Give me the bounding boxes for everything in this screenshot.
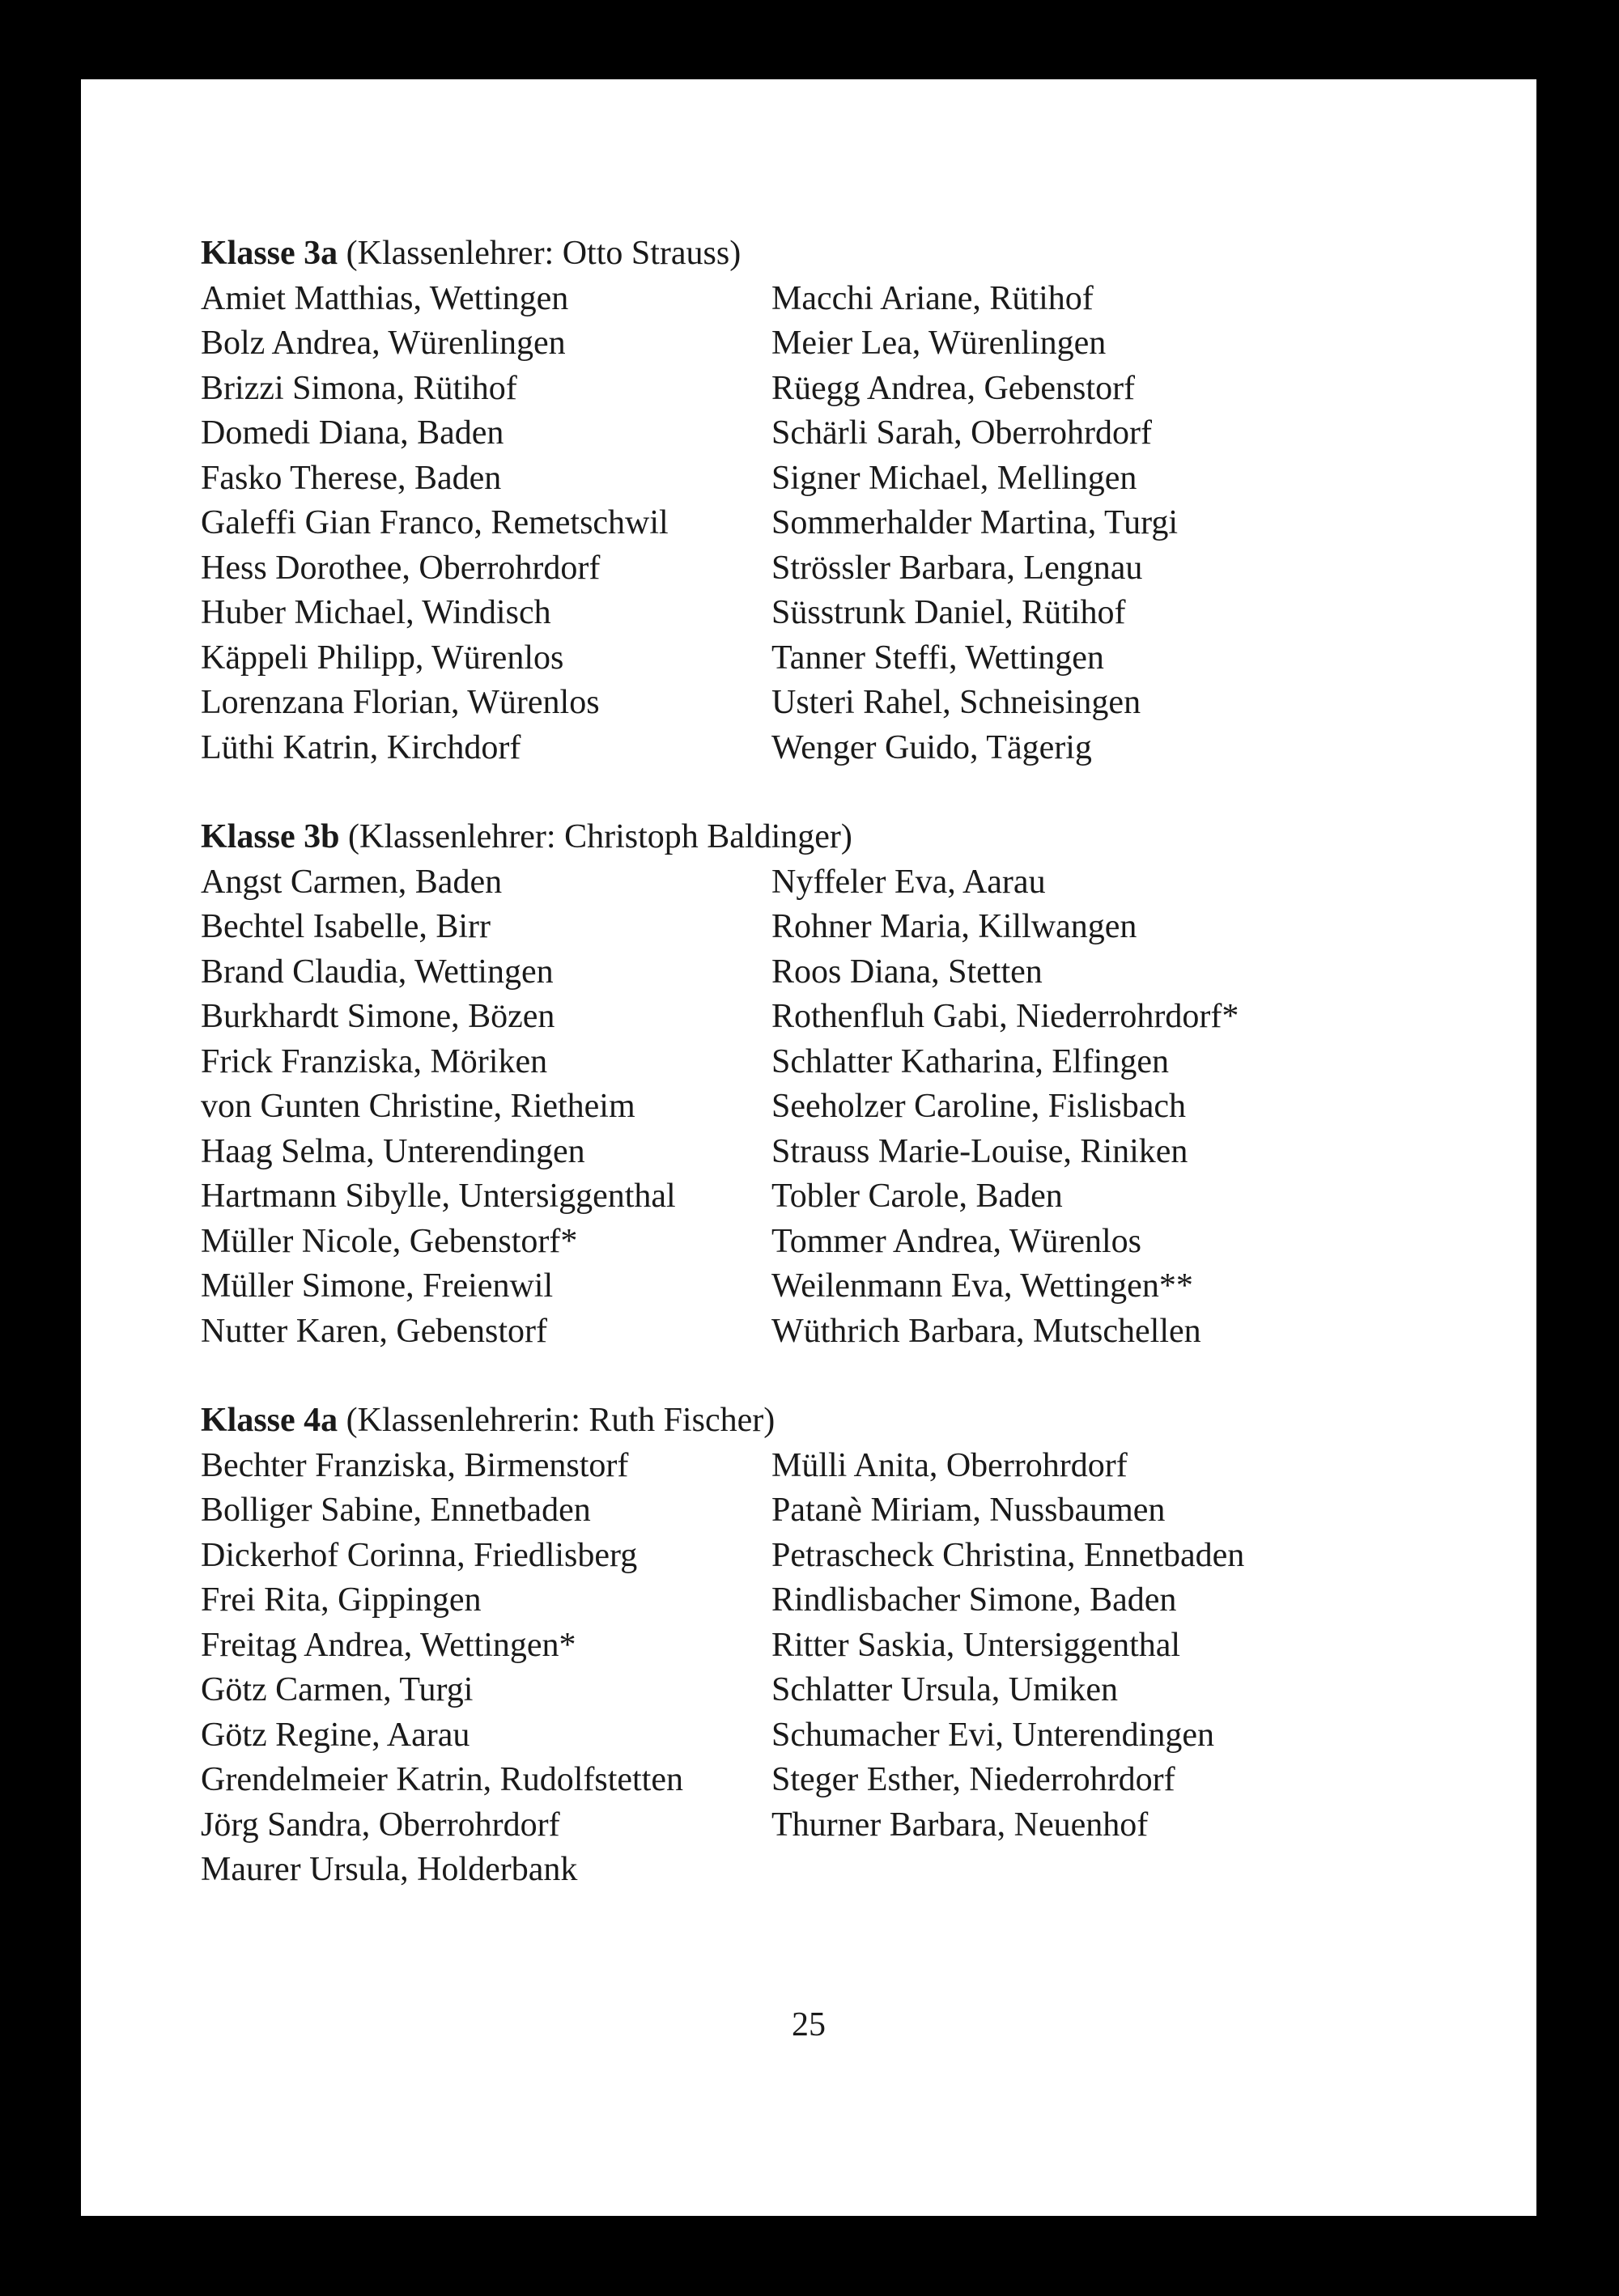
student-entry: Tanner Steffi, Wettingen (771, 639, 1104, 677)
student-entry: Hartmann Sibylle, Untersiggenthal (201, 1178, 676, 1215)
student-entry: Dickerhof Corinna, Friedlisberg (201, 1536, 638, 1574)
class-name: Klasse 3a (201, 235, 338, 272)
student-columns (201, 277, 1415, 771)
student-entry: Wenger Guido, Tägerig (771, 728, 1092, 766)
student-entry: Nyffeler Eva, Aarau (771, 863, 1046, 901)
class-lists (201, 231, 1415, 1937)
student-entry: Götz Carmen, Turgi (201, 1671, 474, 1708)
right-column (771, 1444, 1387, 1848)
student-columns (201, 860, 1415, 1355)
page-number: 25 (792, 2006, 826, 2043)
section-heading (201, 231, 1415, 277)
student-entry: Grendelmeier Katrin, Rudolfstetten (201, 1761, 683, 1798)
student-entry: Rohner Maria, Killwangen (771, 908, 1137, 945)
student-entry: Brizzi Simona, Rütihof (201, 369, 517, 407)
student-entry: Amiet Matthias, Wettingen (201, 279, 569, 317)
section-klasse-3a (201, 231, 1415, 770)
student-entry: Sommerhalder Martina, Turgi (771, 504, 1179, 541)
student-entry: Maurer Ursula, Holderbank (201, 1851, 578, 1888)
student-entry: Müller Simone, Freienwil (201, 1267, 554, 1305)
student-entry: Rüegg Andrea, Gebenstorf (771, 369, 1136, 407)
student-entry: Bolz Andrea, Würenlingen (201, 325, 566, 362)
student-entry: Steger Esther, Niederrohrdorf (771, 1761, 1175, 1798)
student-entry: Haag Selma, Unterendingen (201, 1132, 585, 1170)
student-entry: Schlatter Ursula, Umiken (771, 1671, 1119, 1708)
left-column (201, 1444, 767, 1893)
student-entry: Roos Diana, Stetten (771, 953, 1043, 991)
student-entry: Nutter Karen, Gebenstorf (201, 1312, 547, 1350)
student-entry: Petrascheck Christina, Ennetbaden (771, 1536, 1245, 1574)
student-entry: Burkhardt Simone, Bözen (201, 998, 555, 1035)
student-entry: Huber Michael, Windisch (201, 594, 551, 631)
student-entry: Götz Regine, Aarau (201, 1716, 470, 1754)
student-entry: Tommer Andrea, Würenlos (771, 1222, 1141, 1260)
student-entry: Angst Carmen, Baden (201, 863, 503, 901)
student-entry: Macchi Ariane, Rütihof (771, 279, 1094, 317)
teacher-note: (Klassenlehrer: Christoph Baldinger) (348, 818, 852, 855)
class-name: Klasse 3b (201, 818, 340, 855)
student-entry: Meier Lea, Würenlingen (771, 325, 1107, 362)
student-entry: Lorenzana Florian, Würenlos (201, 684, 600, 721)
student-entry: Weilenmann Eva, Wettingen** (771, 1267, 1193, 1305)
student-entry: Domedi Diana, Baden (201, 414, 504, 452)
student-entry: Patanè Miriam, Nussbaumen (771, 1492, 1166, 1529)
student-entry: Tobler Carole, Baden (771, 1178, 1063, 1215)
document-page (81, 79, 1536, 2216)
student-entry: Bolliger Sabine, Ennetbaden (201, 1492, 591, 1529)
left-column (201, 277, 767, 771)
student-entry: Hess Dorothee, Oberrohrdorf (201, 549, 601, 587)
student-entry: Wüthrich Barbara, Mutschellen (771, 1312, 1201, 1350)
section-heading (201, 815, 1415, 860)
student-entry: Lüthi Katrin, Kirchdorf (201, 728, 521, 766)
student-entry: Brand Claudia, Wettingen (201, 953, 554, 991)
student-entry: Bechtel Isabelle, Birr (201, 908, 491, 945)
teacher-note: (Klassenlehrerin: Ruth Fischer) (346, 1402, 776, 1439)
student-entry: Ritter Saskia, Untersiggenthal (771, 1626, 1181, 1664)
right-column (771, 277, 1387, 771)
student-entry: Frei Rita, Gippingen (201, 1581, 482, 1619)
student-entry: Jörg Sandra, Oberrohrdorf (201, 1806, 560, 1844)
student-entry: Usteri Rahel, Schneisingen (771, 684, 1141, 721)
left-column (201, 860, 767, 1355)
student-entry: Müller Nicole, Gebenstorf* (201, 1222, 578, 1260)
student-entry: Freitag Andrea, Wettingen* (201, 1626, 576, 1664)
student-entry: Käppeli Philipp, Würenlos (201, 639, 564, 677)
class-name: Klasse 4a (201, 1402, 338, 1439)
student-columns (201, 1444, 1415, 1893)
right-column (771, 860, 1387, 1355)
teacher-note: (Klassenlehrer: Otto Strauss) (346, 235, 742, 272)
student-entry: Rindlisbacher Simone, Baden (771, 1581, 1177, 1619)
student-entry: Rothenfluh Gabi, Niederrohrdorf* (771, 998, 1239, 1035)
student-entry: Schlatter Katharina, Elfingen (771, 1042, 1169, 1080)
student-entry: Bechter Franziska, Birmenstorf (201, 1446, 629, 1484)
student-entry: Schärli Sarah, Oberrohrdorf (771, 414, 1152, 452)
student-entry: Strössler Barbara, Lengnau (771, 549, 1143, 587)
section-klasse-4a (201, 1398, 1415, 1893)
student-entry: Signer Michael, Mellingen (771, 459, 1137, 497)
student-entry: Frick Franziska, Möriken (201, 1042, 548, 1080)
student-entry: Galeffi Gian Franco, Remetschwil (201, 504, 669, 541)
student-entry: Seeholzer Caroline, Fislisbach (771, 1088, 1187, 1125)
student-entry: Mülli Anita, Oberrohrdorf (771, 1446, 1128, 1484)
student-entry: Thurner Barbara, Neuenhof (771, 1806, 1149, 1844)
section-klasse-3b (201, 815, 1415, 1354)
student-entry: von Gunten Christine, Rietheim (201, 1088, 635, 1125)
student-entry: Schumacher Evi, Unterendingen (771, 1716, 1214, 1754)
student-entry: Strauss Marie-Louise, Riniken (771, 1132, 1188, 1170)
section-heading (201, 1398, 1415, 1444)
student-entry: Süsstrunk Daniel, Rütihof (771, 594, 1126, 631)
student-entry: Fasko Therese, Baden (201, 459, 502, 497)
